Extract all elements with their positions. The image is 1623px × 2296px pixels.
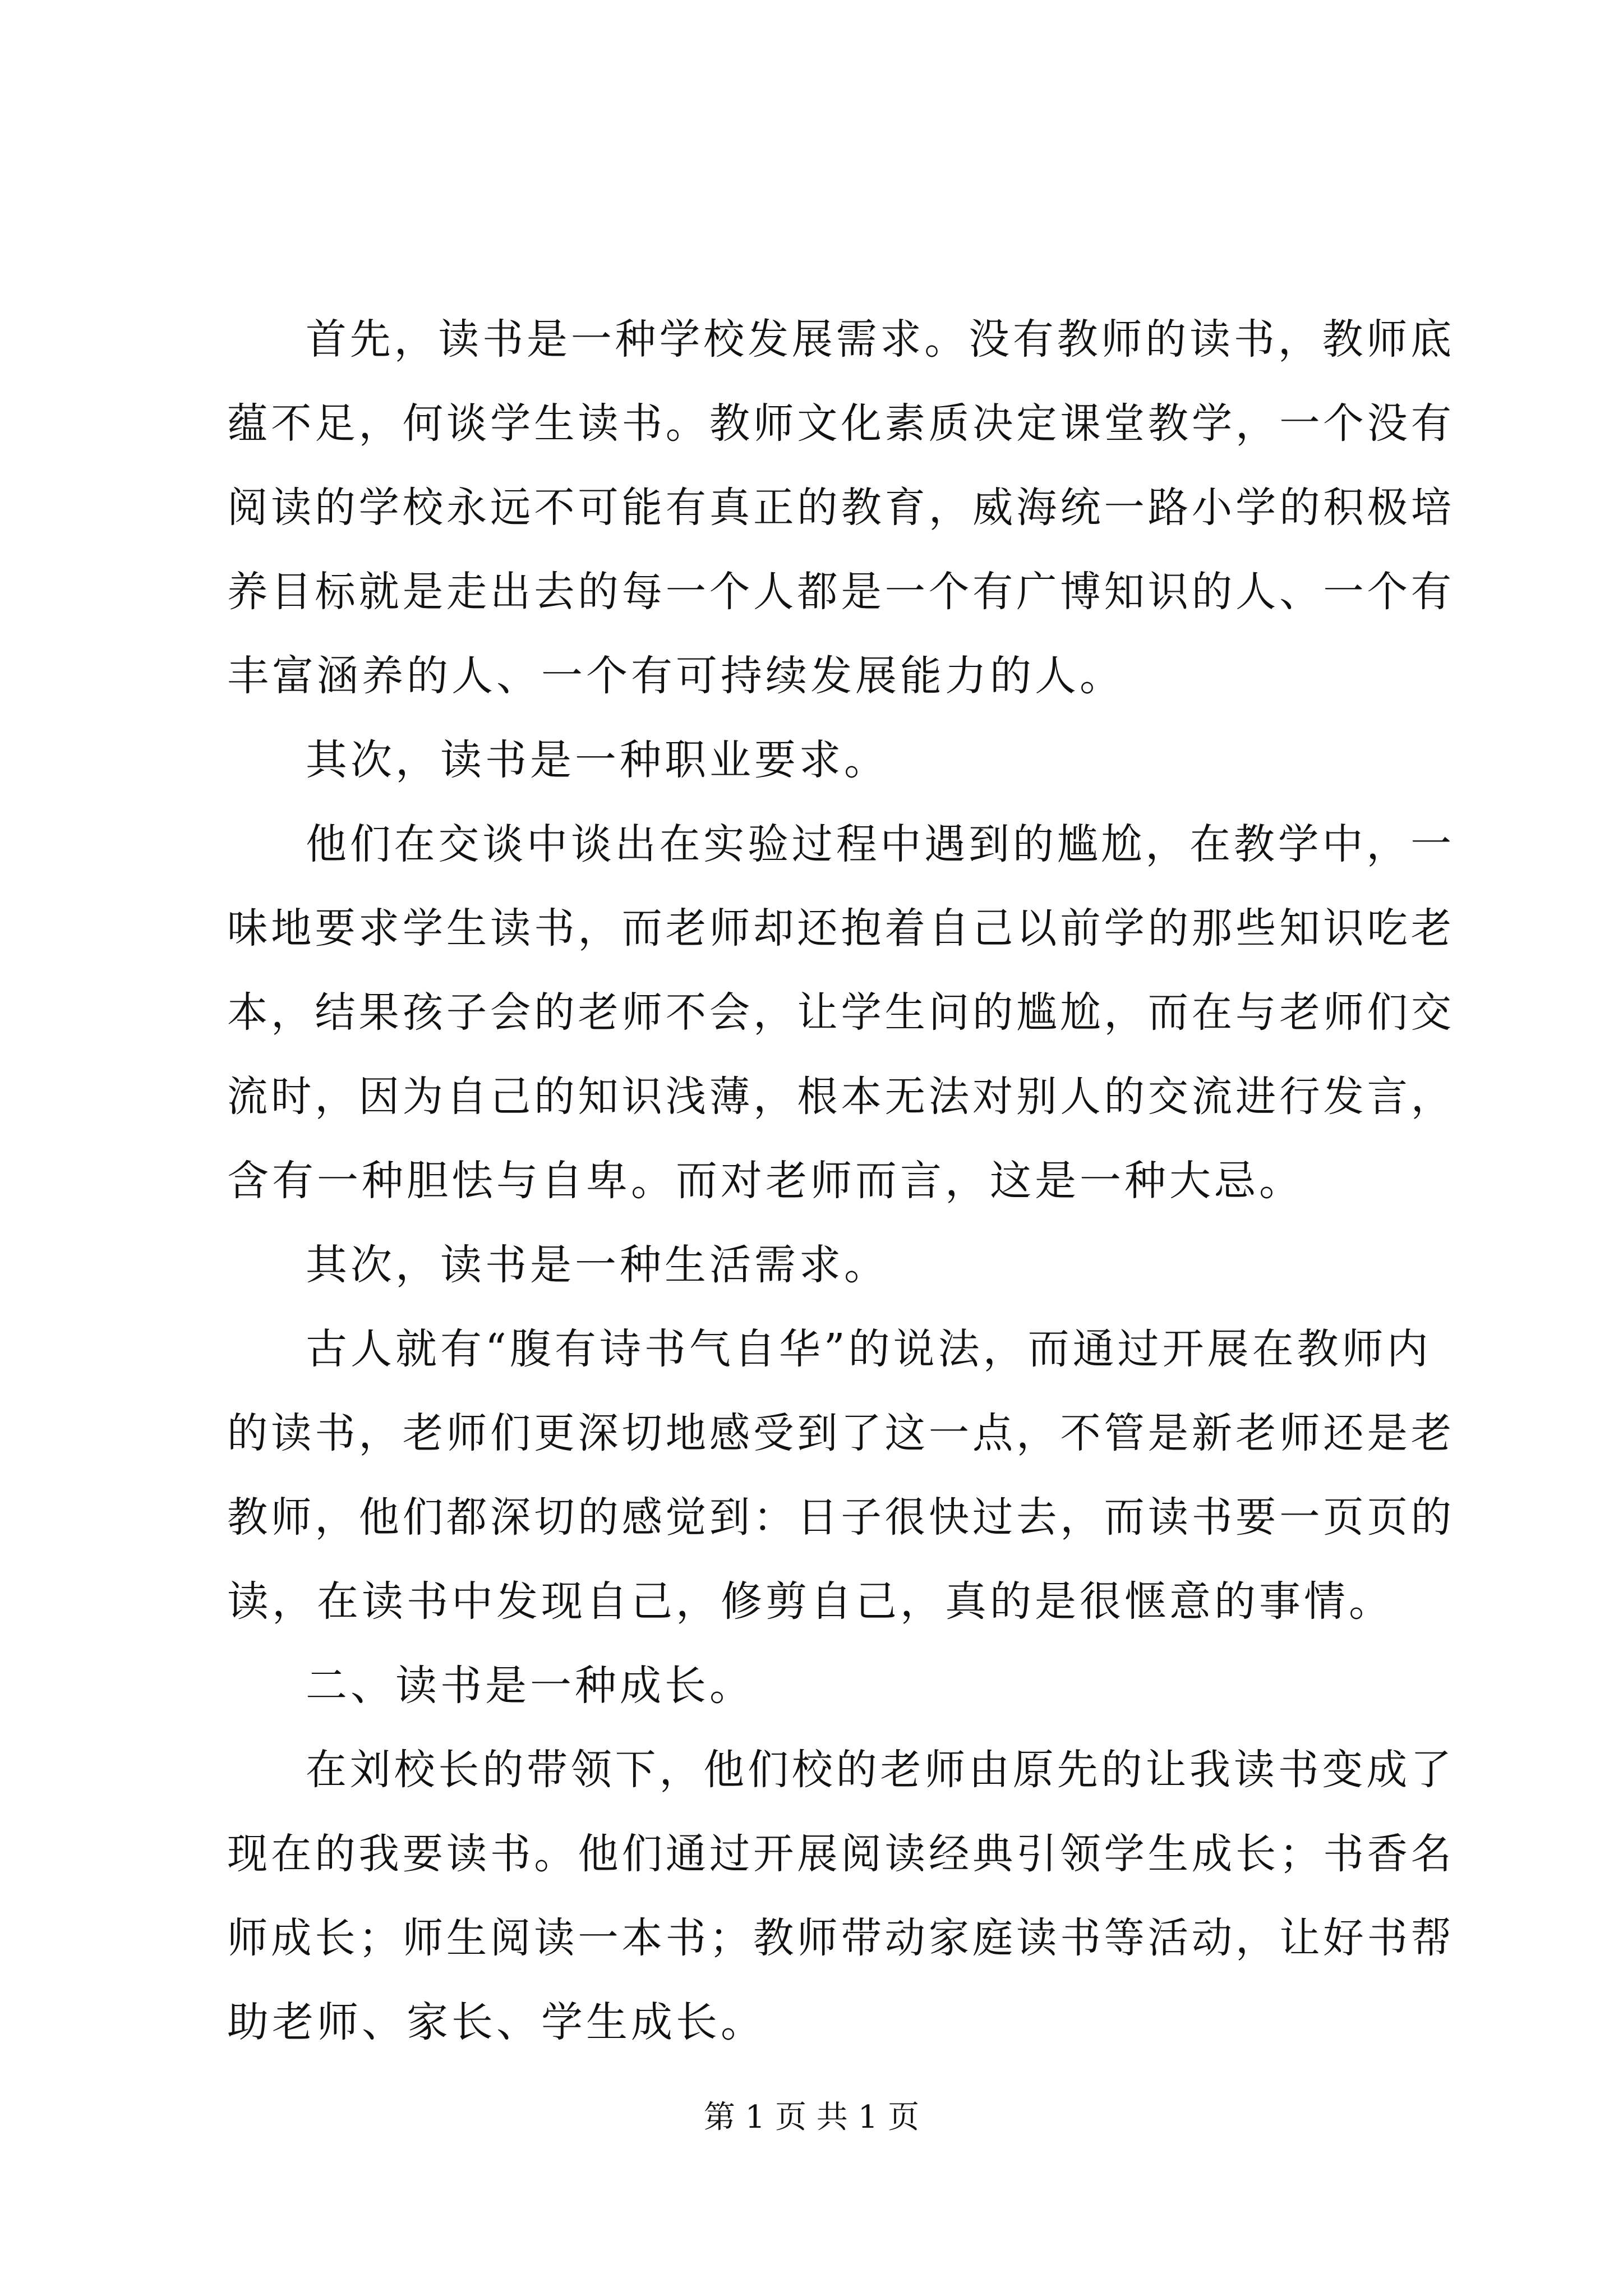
line-text: 师成长；师生阅读一本书；教师带动家庭读书等活动，让好书帮 [227, 1914, 1455, 1962]
text-line [0, 1055, 1623, 1139]
text-line [0, 1475, 1623, 1559]
line-text: 流时，因为自己的知识浅薄，根本无法对别人的交流进行发言， [227, 1073, 1455, 1121]
text-line [0, 1223, 1623, 1307]
text-line [0, 1728, 1623, 1812]
line-text: 二、读书是一种成长。 [306, 1662, 754, 1710]
line-text: 其次，读书是一种生活需求。 [306, 1241, 889, 1289]
line-text: 本，结果孩子会的老师不会，让学生问的尴尬，而在与老师们交 [227, 988, 1455, 1037]
text-line [0, 802, 1623, 886]
line-text: 阅读的学校永远不可能有真正的教育，威海统一路小学的积极培 [227, 484, 1455, 532]
line-text: 丰富涵养的人、一个有可持续发展能力的人。 [227, 652, 1124, 700]
text-line [0, 466, 1623, 550]
line-text: 首先，读书是一种学校发展需求。没有教师的读书，教师底 [306, 315, 1455, 364]
line-text: 读，在读书中发现自己，修剪自己，真的是很惬意的事情。 [227, 1577, 1394, 1626]
text-line [0, 297, 1623, 381]
text-line [0, 634, 1623, 718]
text-line [0, 886, 1623, 970]
text-line [0, 1391, 1623, 1475]
text-line [0, 1812, 1623, 1896]
line-text: 蕴不足，何谈学生读书。教师文化素质决定课堂教学，一个没有 [227, 399, 1455, 448]
line-text: 助老师、家长、学生成长。 [227, 1998, 766, 2046]
line-text: 教师，他们都深切的感觉到：日子很快过去，而读书要一页页的 [227, 1493, 1455, 1542]
text-line [0, 381, 1623, 466]
line-text: 含有一种胆怯与自卑。而对老师而言，这是一种大忌。 [227, 1157, 1304, 1205]
text-line [0, 718, 1623, 802]
line-text: 养目标就是走出去的每一个人都是一个有广博知识的人、一个有 [227, 568, 1455, 616]
line-text: 古人就有“腹有诗书气自华”的说法，而通过开展在教师内 [306, 1325, 1432, 1373]
text-line [0, 550, 1623, 634]
text-line [0, 970, 1623, 1055]
text-line [0, 1307, 1623, 1391]
page-number-footer: 第 1 页 共 1 页 [703, 2099, 920, 2136]
line-text: 味地要求学生读书，而老师却还抱着自己以前学的那些知识吃老 [227, 904, 1455, 953]
text-line [0, 1139, 1623, 1223]
text-line [0, 1980, 1623, 2064]
line-text: 现在的我要读书。他们通过开展阅读经典引领学生成长；书香名 [227, 1830, 1455, 1878]
line-text: 他们在交谈中谈出在实验过程中遇到的尴尬，在教学中，一 [306, 820, 1455, 868]
line-text: 的读书，老师们更深切地感受到了这一点，不管是新老师还是老 [227, 1409, 1455, 1457]
text-line [0, 1559, 1623, 1644]
text-line [0, 1896, 1623, 1980]
line-text: 在刘校长的带领下，他们校的老师由原先的让我读书变成了 [306, 1746, 1455, 1794]
text-line [0, 1644, 1623, 1728]
line-text: 其次，读书是一种职业要求。 [306, 736, 889, 784]
